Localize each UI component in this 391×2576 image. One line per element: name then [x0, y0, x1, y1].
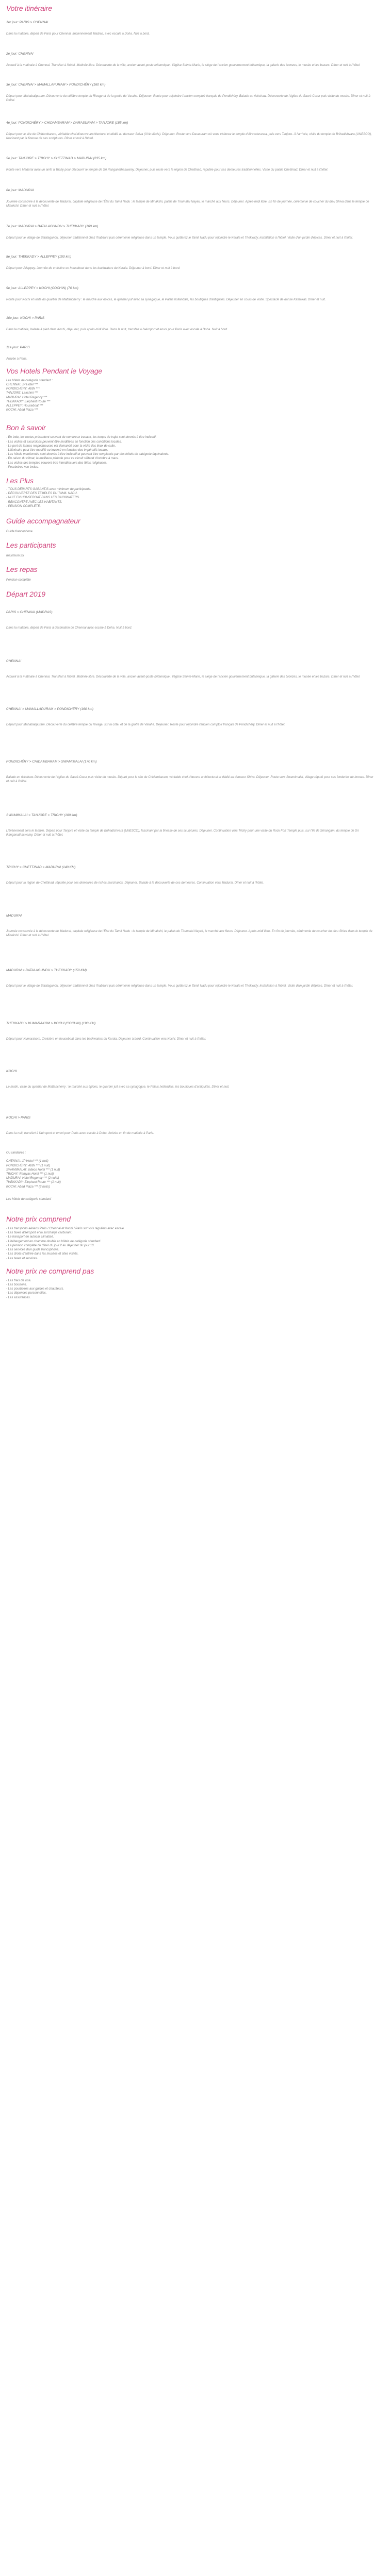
departure-day-body: Départ pour Mahabalipuram. Découverte du célèbre temple du Rivage, sur la côte, et de la grotte de Varaha. Déjeuner. Route pour rejoindre l'ancien comptoir français de Pondichéry. Dîner et nuit à l'hôtel.	[6, 723, 286, 727]
itinerary-day-head: 3e jour: CHENNAI > MAMALLAPURAM > PONDICHÉRY (160 km)	[6, 82, 106, 87]
itinerary-day-head: 11e jour: PARIS	[6, 346, 30, 350]
itinerary-day-head: 2e jour: CHENNAI	[6, 52, 34, 56]
price-includes-item: - Les services d'un guide francophone.	[6, 1248, 59, 1252]
itinerary-day-head: 7e jour: MADURAI > BATALAGUNDU > THEKKADY (160 km)	[6, 224, 99, 228]
itinerary-day-head: 1er jour: PARIS > CHENNAI	[6, 21, 48, 24]
departure-day-body: Dans la matinée, départ de Paris à destination de Chennai avec escale à Doha. Nuit à bord.	[6, 626, 133, 630]
itinerary-day-body: Départ pour Alleppey. Journée de croisière en houseboat dans les backwaters du Kerala. Déjeuner à bord. Dîner et nuit à bord.	[6, 267, 181, 270]
good-to-know-item: - En raison du climat, la meilleure période pour ce circuit s'étend d'octobre à mars.	[6, 457, 119, 461]
hotel-item: TANJORE: Lakshmi ***	[6, 392, 38, 395]
participants-title: Les participants	[6, 541, 56, 550]
departure-day-head: TRICHY > CHETTINAD > MADURAI (140 KM)	[6, 866, 76, 870]
good-to-know-item: - Les visites et excursions peuvent être modifiées en fonction des conditions locales.	[6, 440, 122, 444]
price-includes-item: - Le transport en autocar climatisé.	[6, 1235, 54, 1239]
departure-day-body: Départ pour le village de Batalagundu, déjeuner traditionnel chez l'habitant puis cérémonie religieuse dans un temple. Vous quitterez le Tamil Nadu pour rejoindre le Kerala et Thekkady. Installation à l'hôtel. Visite d'un jardin d'épices. Dîner et nuit à l'hôtel.	[6, 984, 353, 988]
departure-day-head: KOCHI > PARIS	[6, 1115, 31, 1120]
price-excludes-item: - Les pourboires aux guides et chauffeurs.	[6, 1287, 64, 1291]
price-includes-item: - L'hébergement en chambre double en hôtels de catégorie standard.	[6, 1240, 101, 1243]
plus-item: - DÉCOUVERTE DES TEMPLES DU TAMIL NADU.	[6, 492, 78, 496]
hotels-intro: Les hôtels de catégorie standard :	[6, 379, 53, 382]
hotel-item: CHENNAI: JP Hotel ***	[6, 383, 38, 386]
itinerary-day-body: Route vers Madurai avec un arrêt à Trichy pour découvrir le temple de Sri Ranganathaswamy. Déjeuner, puis route vers la région de Chettinad, réputée pour ses demeures traditionnelles. Visite du palais Chettinad. Dîner et nuit à l'hôtel.	[6, 168, 329, 172]
hotel-item: MADURAI: Hotel Regency ***	[6, 396, 47, 399]
hotel-item: PONDICHÉRY: Atithi ***	[6, 387, 40, 391]
hotels-list	[6, 383, 385, 412]
hotel2-item: KOCHI: Abad Plaza *** (2 nuits)	[6, 1185, 50, 1189]
price-includes-item: - La pension complète du dîner du jour 2 au déjeuner du jour 10.	[6, 1244, 95, 1247]
departure-day-head: MADURAI > BATALAGUNDU > THEKKADY (150 KM)	[6, 968, 87, 972]
itinerary-day-body: Dans la matinée, départ de Paris pour Chennai, anciennement Madras, avec escale à Doha. Nuit à bord.	[6, 32, 150, 36]
departure-day-head: SWAMIMALAI > TANJORE > TRICHY (100 km)	[6, 813, 77, 817]
itinerary-title: Votre itinéraire	[6, 4, 52, 12]
departure-day-head: PARIS > CHENNAI (MADRAS)	[6, 610, 53, 614]
itinerary-list	[6, 20, 385, 362]
guide-text: Guide francophone	[6, 530, 33, 533]
plus-list	[6, 487, 385, 509]
good-to-know-title: Bon à savoir	[6, 423, 46, 432]
price-excludes-title: Notre prix ne comprend pas	[6, 1266, 94, 1275]
itinerary-day-head: 8e jour: THEKKADY > ALLEPPEY (150 km)	[6, 255, 72, 259]
departure-title: Départ 2019	[6, 589, 45, 598]
price-includes-item: - Les taxes d'aéroport et la surcharge carburant.	[6, 1231, 72, 1235]
itinerary-day-body: Dans la matinée, balade à pied dans Kochi, déjeuner, puis après-midi libre. Dans la nuit, transfert à l'aéroport et envol pour Paris avec escale à Doha. Nuit à bord.	[6, 328, 228, 331]
guide-title: Guide accompagnateur	[6, 516, 80, 525]
hotel2-item: TRICHY: Ramyas Hotel *** (1 nuit)	[6, 1173, 54, 1176]
itinerary-day-body: Départ pour le site de Chidambaram, véritable chef-d'œuvre architectural et dédié au danseur Shiva (XVe siècle). Déjeuner. Route vers Darasuram où vous visiterez le temple d'Airavatesvara, puis vers Tanjore. À l'arrivée, visite du temple de Brihadishvara (UNESCO), fascinant par la finesse de ses sculptures. Dîner et nuit à l'hôtel.	[6, 132, 372, 141]
departure-day-body: Balade en rickshaw. Découverte de l'église du Sacré-Cœur puis visite du musée. Départ pour le site de Chidambaram, véritable chef-d'œuvre architectural et dédié au danseur Shiva. Déjeuner. Route vers Swamimalai, village réputé pour ses fonderies de bronze. Dîner et nuit à l'hôtel.	[6, 775, 373, 784]
hotel-item: KOCHI: Abad Plaza ***	[6, 409, 38, 412]
participants-text: maximum 25	[6, 554, 24, 558]
departure-day-head: MADURAI	[6, 913, 22, 918]
plus-item: - RENCONTRE AVEC LES HABITANTS.	[6, 500, 62, 504]
plus-item: - TOUS DÉPARTS GARANTIS avec minimum de participants.	[6, 487, 91, 491]
hotels-title: Vos Hotels Pendant le Voyage	[6, 366, 103, 375]
hotel2-item: THEKKADY: Elephant Route *** (1 nuit)	[6, 1181, 61, 1184]
good-to-know-item: - En Inde, les routes présentent souvent de nombreux travaux, les temps de trajet sont donnés à titre indicatif.	[6, 436, 157, 439]
itinerary-day-body: Arrivée à Paris.	[6, 358, 28, 361]
plus-item: - PENSION COMPLÈTE.	[6, 504, 41, 508]
price-includes-item: - Les droits d'entrée dans les musées et sites visités.	[6, 1252, 79, 1256]
hotel-item: THEKKADY: Elephant Route ***	[6, 400, 51, 403]
hotel2-item: SWAMIMALAI: Indeco Hotel *** (1 nuit)	[6, 1168, 60, 1172]
itinerary-day-head: 5e jour: TANJORE > TRICHY > CHETTINAD > MADURAI (235 km)	[6, 157, 107, 161]
good-to-know-item: - Les hôtels mentionnés sont donnés à titre indicatif et peuvent être remplacés par des hôtels de catégorie équivalente.	[6, 453, 169, 456]
price-excludes-item: - Les frais de visa.	[6, 1279, 31, 1282]
itinerary-day-head: 4e jour: PONDICHÉRY > CHIDAMBARAM > DARASURAM > TANJORE (185 km)	[6, 121, 128, 125]
good-to-know-list	[6, 435, 385, 469]
itinerary-day-body: Journée consacrée à la découverte de Madurai, capitale religieuse de l'État du Tamil Nadu : le temple de Minakshi, palais de Tirumalai Nayak, le marché aux fleurs. Déjeuner. Après-midi libre. En fin de journée, cérémonie de coucher du dieu Shiva dans le temple de Minakshi. Dîner et nuit à l'hôtel.	[6, 200, 369, 208]
hotels2-list	[6, 1159, 385, 1189]
hotels2-intro: Ou similaires :	[6, 1151, 26, 1155]
itinerary-day-head: 6e jour: MADURAI	[6, 188, 34, 192]
price-excludes-item: - Les assurances.	[6, 1296, 31, 1299]
departure-day-head: KOCHI	[6, 1070, 17, 1074]
good-to-know-item: - Les visites des temples peuvent être interdites lors des fêtes religieuses.	[6, 461, 108, 465]
price-excludes-item: - Les dépenses personnelles.	[6, 1292, 47, 1295]
itinerary-day-body: Route pour Kochi et visite du quartier de Mattancherry : le marché aux épices, le quartier juif avec sa synagogue, le Palais hollandais, les boutiques d'antiquités. Déjeuner en cours de visite. Spectacle de danse Kathakali. Dîner et nuit.	[6, 298, 326, 302]
price-includes-list	[6, 1227, 385, 1261]
price-includes-title: Notre prix comprend	[6, 1215, 71, 1224]
departure-day-body: L'évènement sera le temple. Départ pour Tanjore et visite du temple de Brihadishvara (UNESCO), fascinant par la finesse de ses sculptures. Déjeuner. Continuation vers Trichy pour une visite du Rock Fort Temple puis, sur l'île de Srirangam, du temple de Sri Ranganathaswamy. Dîner et nuit à l'hôtel.	[6, 829, 359, 837]
departure-day-body: Départ pour Kumarakom. Croisière en houseboat dans les backwaters du Kerala. Déjeuner à bord. Continuation vers Kochi. Dîner et nuit à l'hôtel.	[6, 1038, 206, 1041]
departure-day-head: CHENNAI > MAMALLAPURAM > PONDICHÉRY (160 km)	[6, 707, 94, 711]
hotel2-item: PONDICHÉRY: Atithi *** (1 nuit)	[6, 1164, 51, 1167]
good-to-know-item: - Pourboires non inclus.	[6, 465, 39, 469]
departure-day-head: PONDICHÉRY > CHIDAMBARAM > SWAMIMALAI (170 km)	[6, 759, 97, 764]
itinerary-day-head: 10e jour: KOCHI > PARIS	[6, 316, 45, 320]
plus-item: - NUIT EN HOUSEBOAT DANS LES BACKWATERS.	[6, 496, 80, 500]
departure-day-body: Journée consacrée à la découverte de Madurai, capitale religieuse de l'État du Tamil Nadu : le temple de Minakshi, le palais de Tirumalai Nayak, le marché aux fleurs. Déjeuner. Après-midi libre. En fin de journée, cérémonie de coucher du dieu Shiva dans le temple de Minakshi. Dîner et nuit à l'hôtel.	[6, 929, 372, 938]
meals-text: Pension complète	[6, 579, 31, 582]
good-to-know-item: - L'itinéraire peut être modifié ou inversé en fonction des impératifs locaux.	[6, 448, 108, 452]
departure-day-body: Accueil à la matinale à Chennai. Transfert à l'hôtel. Matinée libre. Découverte de la ville, ancien avant-poste britannique : l'église Sainte-Marie, le siège de l'ancien gouvernement britannique, la galerie des bronzes, le musée et les bazars. Dîner et nuit à l'hôtel.	[6, 675, 361, 679]
hotels2-note: Les hôtels de catégorie standard	[6, 1197, 52, 1201]
departure-days-list	[6, 610, 385, 1136]
hotel-item: ALLEPPEY: Houseboat ***	[6, 404, 43, 408]
good-to-know-item: - Le port de tenues respectueuses est demandé pour la visite des lieux de culte.	[6, 444, 116, 448]
departure-day-head: CHENNAI	[6, 659, 22, 663]
price-excludes-list	[6, 1279, 385, 1300]
hotel2-item: MADURAI: Hotel Regency *** (2 nuits)	[6, 1177, 59, 1180]
departure-day-body: Dans la nuit, transfert à l'aéroport et envol pour Paris avec escale à Doha. Arrivée en fin de matinée à Paris.	[6, 1131, 154, 1135]
departure-day-body: Départ pour la région de Chettinad, réputée pour ses demeures de riches marchands. Déjeuner. Balade à la découverte de ces demeures. Continuation vers Madurai. Dîner et nuit à l'hôtel.	[6, 882, 264, 885]
itinerary-day-head: 9e jour: ALLEPPEY > KOCHI (COCHIN) (70 km)	[6, 286, 78, 291]
price-includes-item: - Les taxes et services.	[6, 1257, 38, 1260]
itinerary-day-body: Départ pour Mahabalipuram. Découverte du célèbre temple du Rivage et de la grotte de Varaha. Déjeuner. Route pour rejoindre l'ancien comptoir français de Pondichéry. Balade en rickshaw. Découverte de l'église du Sacré-Cœur puis visite du musée. Dîner et nuit à l'hôtel.	[6, 94, 370, 103]
price-excludes-item: - Les boissons.	[6, 1283, 27, 1286]
departure-day-head: THEKKADY > KUMARAKOM > KOCHI (COCHIN) (190 KM)	[6, 1022, 96, 1026]
plus-title: Les Plus	[6, 476, 34, 485]
price-includes-item: - Les transports aériens Paris / Chennai et Kochi / Paris sur vols réguliers avec escale.	[6, 1227, 125, 1231]
departure-day-body: Le matin, visite du quartier de Mattancherry : le marché aux épices, le quartier juif avec sa synagogue, le Palais hollandais, les boutiques d'antiquités. Dîner et nuit.	[6, 1086, 230, 1089]
meals-title: Les repas	[6, 565, 38, 574]
itinerary-day-body: Accueil à la matinale à Chennai. Transfert à l'hôtel. Matinée libre. Découverte de la ville, ancien avant-poste britannique : l'église Sainte-Marie, le siège de l'ancien gouvernement britannique, la galerie des bronzes, le musée et les bazars. Dîner et nuit à l'hôtel.	[6, 64, 361, 67]
itinerary-day-body: Départ pour le village de Batalagundu, déjeuner traditionnel chez l'habitant puis cérémonie religieuse dans un temple. Vous quitterez le Tamil Nadu pour rejoindre le Kerala et Thekkady, installation à l'hôtel. Visite d'un jardin d'épices. Dîner et nuit à l'hôtel.	[6, 236, 353, 240]
hotel2-item: CHENNAI: JP Hotel *** (1 nuit)	[6, 1160, 48, 1163]
